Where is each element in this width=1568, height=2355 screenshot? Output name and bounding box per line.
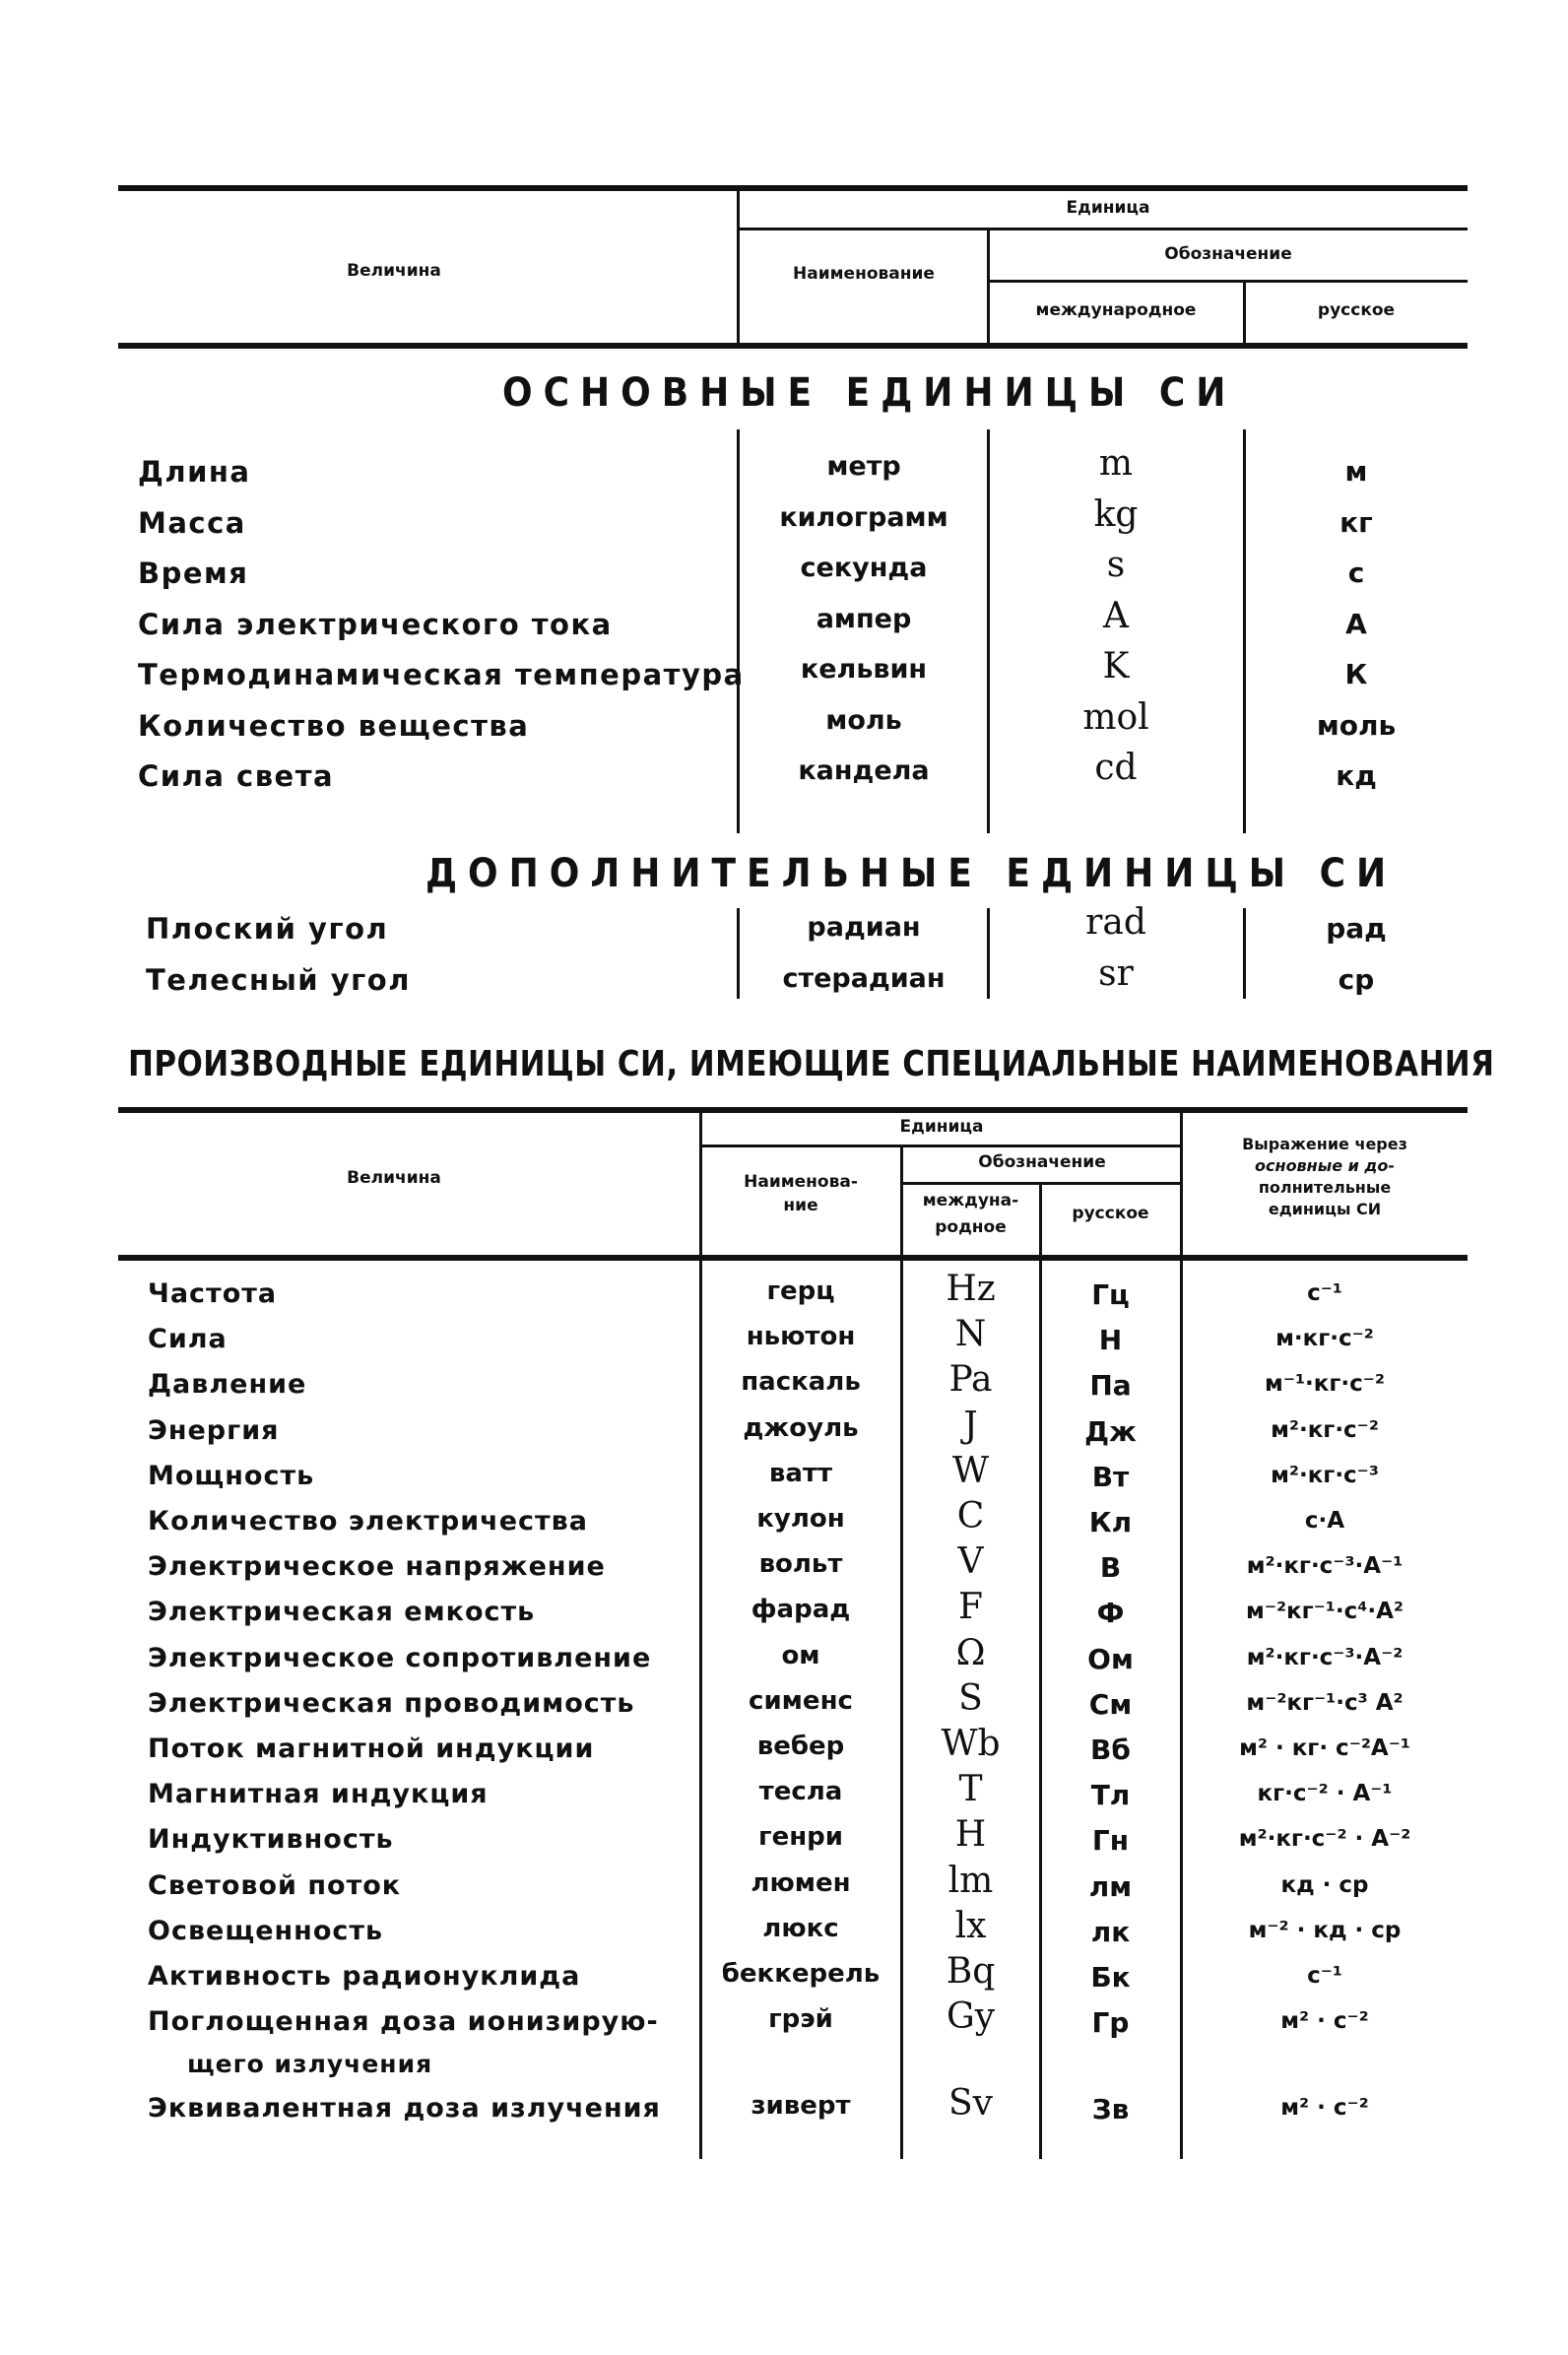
rus-symbol-cell: с [1347,556,1365,589]
expression-cell: м²·кг·с⁻² · А⁻² [1238,1826,1411,1853]
intl-symbol-cell: C [956,1496,985,1537]
header-rule [701,1145,1182,1147]
expression-cell: м⁻²кг⁻¹·с³ А² [1246,1689,1404,1716]
rus-symbol-cell: Вт [1091,1460,1130,1493]
rus-symbol-cell: Па [1089,1369,1132,1403]
rus-symbol-cell: Ом [1087,1642,1134,1675]
expression-cell: м⁻² · кд · ср [1248,1917,1402,1943]
col-unit-header: Единица [899,1117,984,1137]
rus-symbol-cell: Гн [1091,1824,1130,1858]
unit-name-cell: кулон [756,1504,845,1534]
col-quantity-header: Величина [347,261,441,281]
intl-symbol-cell: H [954,1814,987,1856]
intl-symbol-cell: K [1102,646,1130,687]
col-unit-header: Единица [1066,198,1150,218]
quantity-cell: Магнитная индукция [148,1779,489,1810]
header-top-rule [118,1107,1468,1113]
col-intl-header: междуна- [922,1191,1019,1210]
rus-symbol-cell: Гц [1091,1278,1130,1311]
unit-name-cell: люкс [762,1913,839,1943]
unit-name-cell: генри [757,1822,843,1853]
quantity-cell: Световой поток [148,1869,402,1901]
quantity-cell: Длина [138,455,251,489]
rus-symbol-cell: м [1344,455,1368,488]
rus-symbol-cell: Тл [1090,1779,1131,1812]
rus-symbol-cell: К [1344,658,1368,690]
quantity-cell: Количество вещества [138,708,530,743]
column-divider [737,429,740,833]
unit-name-cell: вебер [756,1732,845,1761]
unit-name-cell: паскаль [741,1367,861,1398]
quantity-cell: Индуктивность [148,1824,394,1856]
header-rule [739,228,1468,230]
quantity-cell: Давление [148,1369,307,1401]
header-bottom-rule [118,1255,1468,1261]
rus-symbol-cell: лк [1090,1915,1131,1948]
unit-name-cell: грэй [768,2004,833,2035]
unit-name-cell: вольт [758,1549,843,1580]
col-expr-header-line3: полнительные [1258,1178,1392,1197]
base-units-title: ОСНОВНЫЕ ЕДИНИЦЫ СИ [502,370,1237,416]
col-intl-header-line2: родное [935,1217,1007,1237]
header-top-rule [118,185,1468,191]
intl-symbol-cell: Hz [946,1269,996,1309]
col-name-header: Наименование [793,264,935,284]
rus-symbol-cell: Н [1098,1324,1123,1357]
quantity-cell: Поток магнитной индукции [148,1734,595,1764]
intl-symbol-cell: Pa [948,1359,993,1401]
quantity-cell: Сила электрического тока [138,607,613,641]
intl-symbol-cell: lm [947,1860,994,1901]
expression-cell: м⁻²кг⁻¹·с⁴·А² [1246,1599,1404,1625]
col-expr-header: Выражение через [1242,1135,1407,1153]
quantity-cell: Время [138,556,249,590]
unit-name-cell: радиан [807,912,921,943]
intl-symbol-cell: Gy [946,1996,996,2038]
derived-units-title: ПРОИЗВОДНЫЕ ЕДИНИЦЫ СИ, ИМЕЮЩИЕ СПЕЦИАЛЬНЫЕ НАИМЕНОВАНИЯ [128,1044,1495,1084]
intl-symbol-cell: A [1103,595,1129,636]
expression-cell: м²·кг·с⁻³·А⁻¹ [1246,1553,1404,1580]
column-divider [737,908,740,999]
rus-symbol-cell: кг [1339,505,1373,539]
intl-symbol-cell: Bq [946,1951,996,1992]
unit-name-cell: ом [781,1640,820,1670]
expression-cell: м² · с⁻² [1280,2008,1369,2035]
quantity-cell: Электрическое сопротивление [148,1642,652,1673]
intl-symbol-cell: Wb [941,1724,1001,1764]
quantity-cell: Плоский угол [146,912,389,946]
quantity-cell: Мощность [148,1460,315,1491]
quantity-cell: Электрическая проводимость [148,1687,635,1719]
col-rus-header: русское [1317,300,1396,320]
intl-symbol-cell: W [951,1450,989,1491]
col-name-header: Наименова- [744,1172,858,1192]
quantity-cell: Сила [148,1324,228,1355]
rus-symbol-cell: В [1099,1551,1122,1585]
expression-cell: м²·кг·с⁻² [1271,1416,1379,1443]
intl-symbol-cell: N [954,1314,987,1355]
unit-name-cell: люмен [751,1867,851,1898]
rus-symbol-cell: Кл [1088,1506,1133,1538]
unit-name-cell: герц [766,1276,835,1306]
quantity-cell: Энергия [148,1414,280,1446]
intl-symbol-cell: Sv [948,2083,993,2125]
rus-symbol-cell: А [1345,607,1367,640]
rus-symbol-cell: Ф [1096,1597,1125,1630]
header-bottom-rule [118,343,1468,349]
quantity-cell: Электрическая емкость [148,1597,536,1628]
unit-name-cell: ньютон [746,1322,856,1352]
col-expr-header-line4: единицы СИ [1268,1200,1382,1218]
unit-name-cell: джоуль [743,1412,859,1443]
header-rule [902,1182,1182,1185]
unit-name-cell: килограмм [779,501,948,533]
col-expr-header-line2: основные и до- [1255,1156,1395,1175]
intl-symbol-cell: lx [954,1905,987,1946]
intl-symbol-cell: F [958,1587,983,1628]
col-intl-header: международное [1035,300,1197,320]
unit-name-cell: ватт [768,1458,833,1488]
unit-name-cell: беккерель [721,1959,881,1989]
quantity-cell: Поглощенная доза ионизирую- [148,2006,659,2038]
unit-name-cell: метр [826,451,901,482]
unit-name-cell: моль [825,704,902,736]
quantity-cell: Частота [148,1278,278,1309]
rus-symbol-cell: лм [1088,1869,1133,1903]
quantity-cell: Термодинамическая температура [138,658,745,691]
expression-cell: м·кг·с⁻² [1275,1326,1374,1352]
col-designation-header: Обозначение [978,1152,1106,1172]
expression-cell: м²·кг·с⁻³ [1271,1462,1379,1488]
unit-name-cell: сименс [749,1685,853,1716]
rus-symbol-cell: Зв [1091,2093,1130,2126]
intl-symbol-cell: Ω [955,1632,986,1673]
quantity-cell: Электрическое напряжение [148,1551,606,1583]
intl-symbol-cell: rad [1085,902,1146,943]
intl-symbol-cell: s [1106,545,1126,585]
rus-symbol-cell: Дж [1084,1414,1137,1448]
expression-cell: с⁻¹ [1307,1280,1342,1306]
unit-name-cell: зиверт [751,2091,851,2122]
quantity-cell: Активность радионуклида [148,1961,581,1992]
unit-name-cell: секунда [800,553,928,583]
unit-name-cell: кельвин [800,654,928,685]
rus-symbol-cell: См [1088,1687,1133,1721]
unit-name-cell: кандела [798,755,930,786]
rus-symbol-cell: Гр [1091,2006,1130,2040]
rus-symbol-cell: кд [1336,759,1377,792]
intl-symbol-cell: mol [1082,696,1149,738]
intl-symbol-cell: cd [1094,748,1138,788]
intl-symbol-cell: T [958,1769,983,1810]
col-designation-header: Обозначение [1164,244,1292,264]
intl-symbol-cell: kg [1093,493,1139,535]
unit-name-cell: ампер [816,603,912,634]
quantity-cell: Освещенность [148,1915,384,1946]
unit-name-cell: фарад [751,1595,851,1625]
unit-name-cell: стерадиан [782,963,946,994]
col-quantity-header: Величина [347,1168,441,1188]
intl-symbol-cell: S [958,1677,983,1719]
intl-symbol-cell: m [1098,443,1134,484]
rus-symbol-cell: моль [1316,708,1397,742]
intl-symbol-cell: V [957,1541,984,1583]
rus-symbol-cell: Вб [1090,1734,1131,1766]
quantity-cell: Эквивалентная доза излучения [148,2093,661,2125]
rus-symbol-cell: Бк [1090,1961,1131,1994]
rus-symbol-cell: ср [1338,963,1375,996]
expression-cell: кд · ср [1280,1871,1369,1898]
header-divider [737,188,740,346]
expression-cell: м² · кг· с⁻²А⁻¹ [1239,1735,1410,1761]
quantity-cell: Количество электричества [148,1506,588,1537]
expression-cell: м⁻¹·кг·с⁻² [1265,1371,1385,1398]
expression-cell: с⁻¹ [1307,1963,1342,1989]
header-rule [989,280,1468,283]
quantity-cell: Сила света [138,759,335,793]
quantity-cell: Телесный угол [146,963,411,997]
unit-name-cell: тесла [758,1777,843,1807]
rus-symbol-cell: рад [1326,912,1387,945]
expression-cell: кг·с⁻² · А⁻¹ [1257,1781,1393,1807]
expression-cell: м² · с⁻² [1280,2095,1369,2122]
intl-symbol-cell: J [963,1405,978,1446]
expression-cell: м²·кг·с⁻³·А⁻² [1246,1644,1404,1670]
quantity-cell: Масса [138,505,246,540]
intl-symbol-cell: sr [1098,953,1134,994]
col-name-header-line2: ние [783,1196,818,1215]
quantity-cell-line2: щего излучения [187,2050,433,2079]
col-rus-header: русское [1072,1204,1149,1223]
supplementary-units-title: ДОПОЛНИТЕЛЬНЫЕ ЕДИНИЦЫ СИ [425,851,1398,896]
expression-cell: с·А [1304,1508,1345,1534]
